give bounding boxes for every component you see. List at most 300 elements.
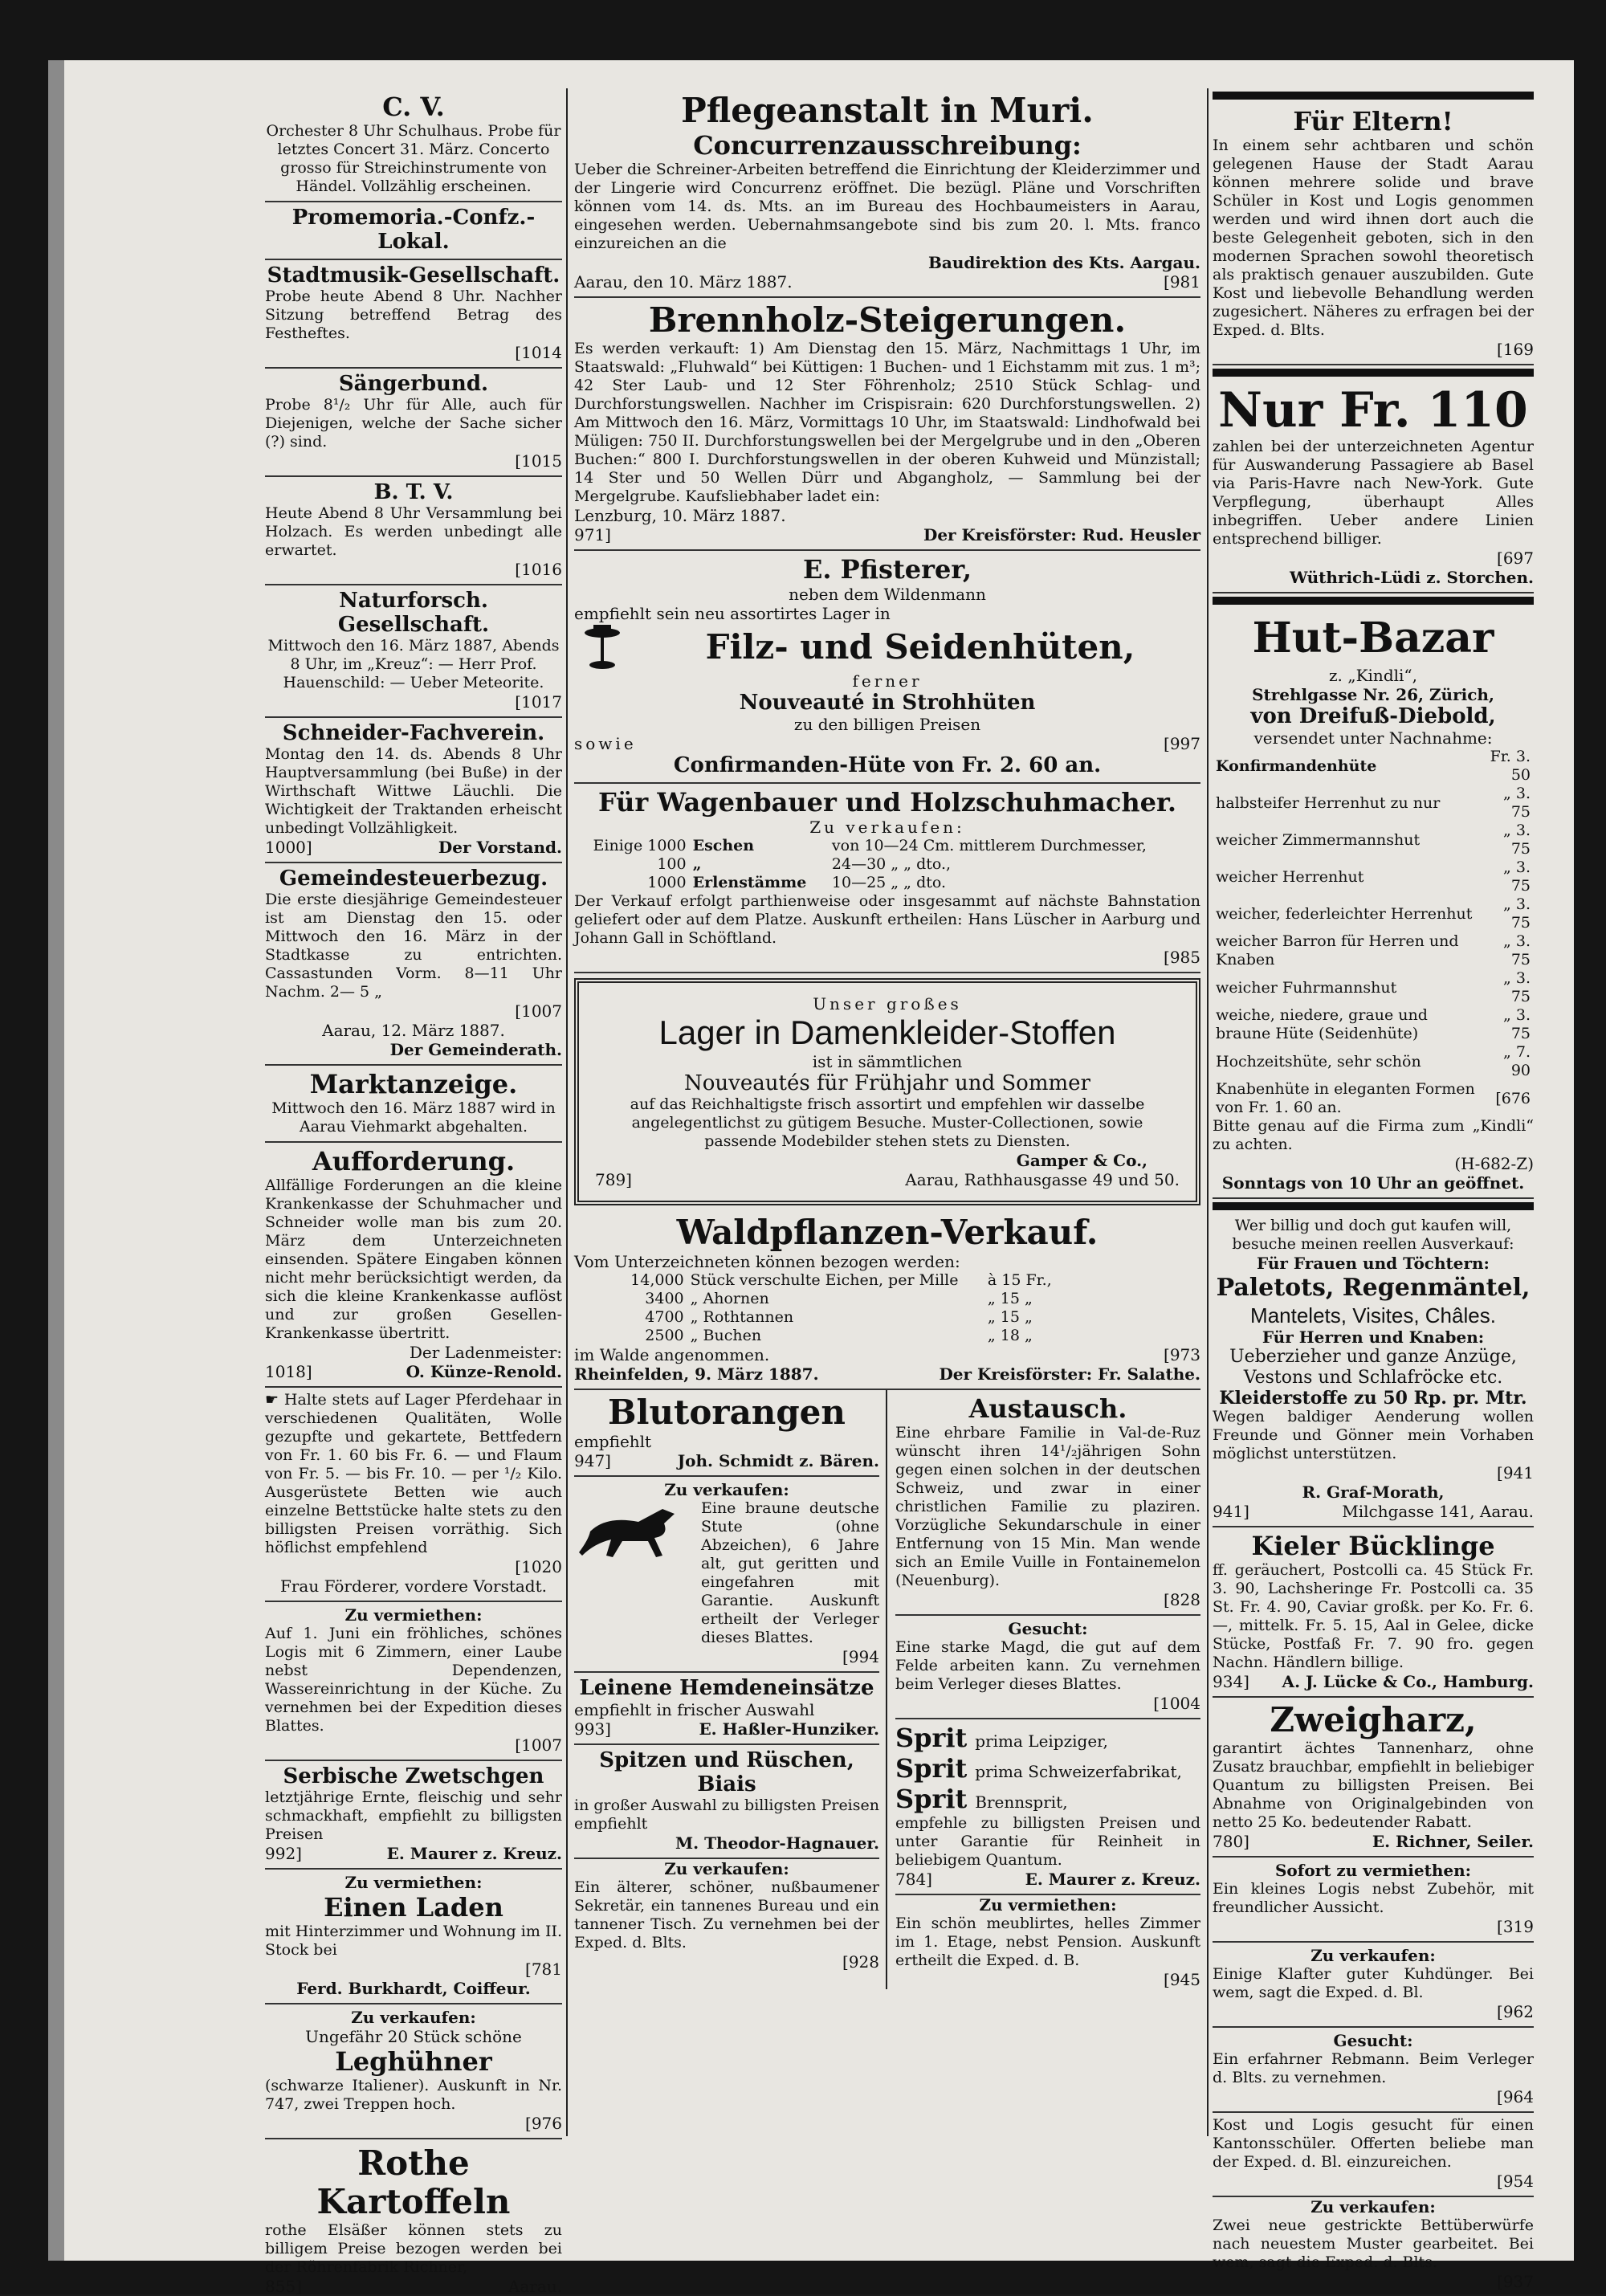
ad-logis-sofort <box>1213 1858 1534 1943</box>
ad-text: Wegen baldiger Aenderung wollen Freunde und Gönner mein Vorhaben möglichst unterstützen. <box>1213 1408 1534 1462</box>
ad-cv <box>265 88 562 202</box>
ad-signature: Der Ladenmeister: <box>409 1343 562 1362</box>
plant-table <box>622 1271 1061 1345</box>
ad-stadtmusik <box>265 260 562 369</box>
table-row <box>622 1271 1061 1290</box>
table-cell: „ 3. 75 <box>1502 895 1531 932</box>
ad-address: Strehlgasse Nr. 26, Zürich, <box>1252 685 1494 704</box>
ad-ref: 934] <box>1213 1672 1249 1691</box>
ad-muri <box>574 88 1200 298</box>
table-row <box>1213 822 1534 858</box>
ad-pferdehaar <box>265 1388 562 1602</box>
ad-ref: [1016 <box>515 560 562 579</box>
ad-signature: O. Künze-Renold. <box>406 1362 562 1381</box>
ad-gemeindesteuer <box>265 863 562 1066</box>
divider-bar <box>1213 369 1534 377</box>
ad-text: prima Schweizerfabrikat, <box>975 1762 1182 1781</box>
ad-subtitle: Nouveauté in Strohhüten <box>739 691 1036 715</box>
subcolumns <box>574 1390 1200 1989</box>
ad-ref: [976 <box>525 2114 562 2133</box>
ad-pretitle: Zu verkaufen: <box>809 818 965 837</box>
ad-subtitle: Für Herren und Knaben: <box>1262 1327 1485 1347</box>
ad-text: Ein erfahrner Rebmann. Beim Verleger d. Blts. zu vernehmen. <box>1213 2050 1534 2086</box>
table-cell: 14,000 <box>630 1271 684 1289</box>
ad-text: Auf 1. Juni ein fröhliches, schönes Logis mit 6 Zimmern, einer Laube nebst Dependenzen, Wassereinrichtung in der Küche. Zu vernehmen bei der Expedition dieses Blattes. <box>265 1625 562 1735</box>
ad-signature: A. J. Lücke & Co., Hamburg. <box>1282 1672 1534 1691</box>
ad-hat-row <box>574 623 1200 671</box>
ad-footer <box>1213 1672 1534 1691</box>
divider-bar <box>1213 597 1534 605</box>
ad-hut-bazar <box>1213 608 1534 1199</box>
ad-ref: [941 <box>1497 1463 1534 1482</box>
ad-pretitle: Gesucht: <box>1333 2031 1413 2050</box>
ad-bettueberwuerfe <box>1213 2197 1534 2291</box>
ad-spitzen <box>574 1745 879 1859</box>
ad-signature: Der Vorstand. <box>438 838 562 857</box>
ad-kartoffeln <box>265 2139 562 2296</box>
subcolumn-right <box>895 1390 1200 1989</box>
table-cell: weiche, niedere, graue und braune Hüte (Seidenhüte) <box>1216 1006 1428 1042</box>
ad-text: prima Leipziger, <box>975 1731 1108 1751</box>
ad-eltern <box>1213 103 1534 365</box>
hat-price-table <box>1213 748 1534 1117</box>
table-row <box>1213 785 1534 822</box>
ad-ref: [954 <box>1497 2172 1534 2191</box>
ad-ref: [697 <box>1497 549 1534 568</box>
ad-note: Sonntags von 10 Uhr an geöffnet. <box>1221 1173 1525 1193</box>
table-cell: 24—30 „ „ dto., <box>831 855 952 873</box>
ad-text: Ein kleines Logis nebst Zubehör, mit freundlicher Aussicht. <box>1213 1880 1534 1916</box>
ad-ref: 784] <box>895 1870 932 1889</box>
ad-title: Einen Laden <box>324 1892 503 1923</box>
table-cell: Fr. 3. 50 <box>1490 748 1531 784</box>
ad-ref: [828 <box>1164 1590 1200 1609</box>
ad-graf-morath <box>1213 1213 1534 1527</box>
ad-sprit <box>895 1719 1200 1895</box>
ad-title: Gemeindesteuerbezug. <box>279 867 548 891</box>
ad-text: Mittwoch den 16. März 1887, Abends 8 Uhr, im „Kreuz“: — Herr Prof. Hauenschild: — Ueber Meteorite. <box>267 637 560 691</box>
ad-subtitle: Biais <box>697 1772 756 1796</box>
ad-subtitle: Für Frauen und Töchtern: <box>1257 1254 1490 1273</box>
ad-ref: [973 <box>1164 1345 1200 1364</box>
ad-title: Serbische Zwetschgen <box>283 1764 544 1788</box>
ad-text: Ein älterer, schöner, nußbaumener Sekretär, ein tannenes Bureau und ein tannener Tisch. Zu vernehmen bei der Exped. d. Blts. <box>574 1878 879 1951</box>
ad-ref: [928 <box>842 1952 879 1972</box>
ad-text: Eine starke Magd, die gut auf dem Felde arbeiten kann. Zu vernehmen beim Verleger dieses Blattes. <box>895 1638 1200 1693</box>
ad-headline: Kleiderstoffe zu 50 Rp. pr. Mtr. <box>1219 1388 1527 1409</box>
ad-ref: [1007 <box>515 1001 562 1021</box>
ad-footer <box>1213 1502 1534 1521</box>
table-cell: halbsteifer Herrenhut zu nur <box>1216 793 1441 812</box>
ad-signature: Joh. Schmidt z. Bären. <box>677 1451 879 1470</box>
ad-headline: Filz- und Seidenhüten, <box>705 627 1135 667</box>
ad-title: Für Wagenbauer und Holzschuhmacher. <box>597 787 1177 818</box>
ad-title: Für Eltern! <box>1293 106 1453 137</box>
ad-brennholz <box>574 298 1200 551</box>
table-cell: „ 18 „ <box>987 1327 1033 1344</box>
ad-pretitle: Sofort zu vermiethen: <box>1274 1861 1472 1880</box>
ad-pretitle: Zu verkaufen: <box>351 2008 476 2027</box>
column-middle <box>574 88 1200 2136</box>
ad-signature: Wüthrich-Lüdi z. Storchen. <box>1289 568 1534 587</box>
ad-text: Montag den 14. ds. Abends 8 Uhr Hauptversammlung (bei Buße) in der Wirthschaft Wittwe Läuchli. Die Wichtigkeit der Traktanden erheischt unbedingt Vollzähligkeit. <box>265 745 562 837</box>
ad-title: Spitzen und Rüschen, <box>599 1748 854 1772</box>
table-cell: „ 3. 75 <box>1502 932 1531 969</box>
ad-text: Zwei neue gestrickte Bettüberwürfe nach neuestem Muster gearbeitet. Bei wem, sagt die Exped. d. Blts. <box>1213 2216 1534 2271</box>
ad-headline: Ueberzieher und ganze Anzüge, Vestons und Schlafröcke etc. <box>1229 1347 1517 1388</box>
column-right <box>1213 88 1534 2291</box>
ad-text: Allfällige Forderungen an die kleine Krankenkasse der Schuhmacher und Schneider wolle man bis zum 20. März dem Unterzeichneten einsenden. Spätere Eingaben können nicht mehr berücksichtigt werden, da sich die kleine Krankenkasse auflöst und zur großen Gesellen-Krankenkasse übertritt. <box>265 1177 562 1342</box>
table-cell: 4700 <box>645 1308 684 1326</box>
ad-footer <box>1213 1832 1534 1851</box>
ad-headline: Sprit <box>895 1753 968 1784</box>
ad-logis <box>265 1602 562 1761</box>
ad-stute <box>574 1477 879 1673</box>
ad-title: Kieler Bücklinge <box>1251 1531 1495 1561</box>
divider-bar <box>1213 92 1534 100</box>
ad-ref: [1020 <box>515 1557 562 1576</box>
ad-title: Blutorangen <box>608 1393 846 1432</box>
table-cell: 10—25 „ „ dto. <box>831 874 947 891</box>
ad-pretitle: Zu vermiethen: <box>344 1873 483 1892</box>
ad-text: Ueber die Schreiner-Arbeiten betreffend die Einrichtung der Kleiderzimmer und der Lingerie wird Concurrenz eröffnet. Die bezügl. Pläne und Vorschriften können vom 14. ds. Mts. an im Bureau des Hochbaumeisters in Aarau, eingesehen werden. Uebernahmsangebote sind bis zum 20. l. Mts. franco einzureichen an die <box>574 161 1200 252</box>
table-cell: weicher Fuhrmannshut <box>1216 978 1397 997</box>
table-cell: „ 3. 75 <box>1502 969 1531 1005</box>
ad-ref: [1017 <box>515 692 562 712</box>
table-cell: Knabenhüte in eleganten Formen von Fr. 1. 60 an. <box>1216 1080 1475 1116</box>
ad-ref: [981 <box>1164 272 1200 292</box>
ad-rebmann <box>1213 2028 1534 2113</box>
ad-footer <box>574 1364 1200 1384</box>
ad-address: Aarau, Rathhausgasse 49 und 50. <box>905 1170 1180 1189</box>
ad-date: Aarau, 12. März 1887. <box>322 1021 505 1040</box>
ad-ref: [1015 <box>515 451 562 471</box>
ad-magd <box>895 1616 1200 1719</box>
ad-promemoria <box>265 202 562 260</box>
ad-ref: 992] <box>265 1844 302 1863</box>
ad-pretitle: Unser großes <box>813 994 962 1013</box>
ad-ref: 1018] <box>265 1362 312 1381</box>
ad-ref: [994 <box>842 1647 879 1666</box>
table-row <box>1213 1006 1534 1043</box>
ad-footer <box>265 2277 562 2296</box>
ad-footer <box>574 1719 879 1739</box>
ad-footer <box>574 734 1200 753</box>
ad-pretitle: Zu verkaufen: <box>664 1480 789 1499</box>
ad-signature: Der Kreisförster: Fr. Salathe. <box>939 1364 1200 1384</box>
table-cell: „ Ahornen <box>690 1290 769 1307</box>
ad-date: Aarau, den 10. März 1887. <box>574 272 793 292</box>
sprit-row <box>895 1753 1200 1784</box>
ad-title: Brennholz-Steigerungen. <box>648 300 1127 340</box>
ad-headline: Sprit <box>895 1784 968 1814</box>
ad-title: Waldpflanzen-Verkauf. <box>676 1213 1099 1252</box>
ad-signature: Der Gemeinderath. <box>389 1040 562 1059</box>
ad-text: versendet unter Nachnahme: <box>1253 728 1493 748</box>
table-row <box>1213 858 1534 895</box>
sprit-row <box>895 1784 1200 1814</box>
ad-text: Der Verkauf erfolgt parthienweise oder insgesammt auf nächste Bahnstation geliefert oder auf dem Platze. Auskunft ertheilen: Hans Lüscher in Aarburg und Johann Gall in Schöftland. <box>574 892 1200 947</box>
ad-text: rothe Elsäßer können stets zu billigem Preise bezogen werden bei der Röhrenfabrik Richner, <box>265 2221 562 2276</box>
ad-text: letztjährige Ernte, fleischig und sehr schmackhaft, empfiehlt zu billigsten Preisen <box>265 1788 562 1843</box>
table-cell: Eschen <box>692 837 755 854</box>
ad-ref: [985 <box>1164 948 1200 967</box>
table-cell: Erlenstämme <box>692 874 807 891</box>
table-cell: Konfirmandenhüte <box>1216 756 1377 775</box>
table-row <box>574 837 1200 855</box>
ad-title: Zu vermiethen: <box>344 1605 483 1625</box>
ad-pretitle: Zu vermiethen: <box>979 1895 1117 1915</box>
table-row <box>1213 895 1534 932</box>
ad-body <box>574 1499 879 1647</box>
ad-footer <box>574 525 1200 544</box>
ad-kieler <box>1213 1527 1534 1698</box>
table-cell: „ 15 „ <box>987 1290 1033 1307</box>
table-row <box>574 855 1200 874</box>
ad-text: (schwarze Italiener). Auskunft in Nr. 747, zwei Treppen hoch. <box>265 2077 562 2113</box>
ad-title: Promemoria.-Confz.-Lokal. <box>291 206 536 254</box>
ad-text: Mittwoch den 16. März 1887 wird in Aarau Viehmarkt abgehalten. <box>271 1099 556 1136</box>
ad-footer <box>574 1345 1200 1364</box>
table-cell: „ <box>692 855 702 873</box>
ad-nur-fr-110 <box>1213 380 1534 593</box>
ad-marktanzeige <box>265 1066 562 1143</box>
ad-kuhduenger <box>1213 1943 1534 2028</box>
ad-pretitle: Zu verkaufen: <box>1310 2197 1436 2216</box>
ad-ref: [962 <box>1497 2002 1534 2021</box>
ad-pfisterer <box>574 551 1200 784</box>
ad-text: Ungefähr 20 Stück schöne <box>305 2027 522 2046</box>
ad-date: Lenzburg, 10. März 1887. <box>574 506 786 525</box>
ad-hemden <box>574 1673 879 1745</box>
binding-edge <box>48 60 64 2261</box>
ad-zimmer <box>895 1895 1200 1989</box>
ad-address: Milchgasse 141, Aarau. <box>1342 1502 1534 1521</box>
ad-laden <box>265 1870 562 2004</box>
ad-title: Rothe Kartoffeln <box>316 2143 511 2221</box>
ad-title: Schneider-Fachverein. <box>282 721 545 745</box>
ad-text: empfehle zu billigsten Preisen und unter Garantie für Reinheit in beliebigem Quantum. <box>895 1814 1200 1869</box>
ad-text: zu den billigen Preisen <box>793 715 981 734</box>
ad-text: In einem sehr achtbaren und schön gelegenen Hause der Stadt Aarau können mehrere solide und brave Schüler in Kost und Logis genommen werden und wird ihnen dort auch die beste Gelegenheit geboten, sich in den modernen Sprachen sowohl theoretisch als praktisch genauer auszubilden. Gute Kost und liebevolle Behandlung werden zugesichert. Näheres zu erfragen bei der Exped. d. Blts. <box>1213 137 1534 339</box>
ad-title: Aufforderung. <box>312 1146 516 1177</box>
ad-signature: E. Maurer z. Kreuz. <box>1025 1870 1200 1889</box>
ad-text: Es werden verkauft: 1) Am Dienstag den 15. März, Nachmittags 1 Uhr, im Staatswald: „Fluhwald“ bei Küttigen: 1 Buchen- und 1 Eichstamm mit zus. 1 m³; 42 Ster Laub- und 12 Ster Föhrenholz; 2510 Stück Schlag- und Durchforstungswellen. Nachher im Crispisrain: 620 Durchforstungswellen. 2) Am Mittwoch den 16. März, Vormittags 10 Uhr, im Staatswald: Lindhofwald bei Müligen: 750 II. Durchforstungswellen bei der Mergelgrube und in den „Oberen Buchen:“ 800 I. Durchforstungswellen in der oberen Kuhweid und Münzistall; 14 Ster und 50 Wellen Dürr und Abgangholz, — Sammlung bei der Mergelgrube. Kaufsliebhaber ladet ein: <box>574 340 1200 505</box>
ad-text: Brennsprit, <box>975 1792 1068 1812</box>
ad-date: Rheinfelden, 9. März 1887. <box>574 1364 819 1384</box>
table-cell: 2500 <box>645 1327 684 1344</box>
ad-zweigharz <box>1213 1698 1534 1858</box>
ad-ref: [937 <box>1497 2272 1534 2291</box>
ad-ref: 789] <box>595 1170 632 1189</box>
ad-firm: von Dreifuß-Diebold, <box>1250 704 1496 728</box>
wood-table <box>574 837 1200 892</box>
pointing-hand-icon: ☛ <box>265 1391 284 1409</box>
ad-ref: 993] <box>574 1719 611 1739</box>
ad-ref: [1004 <box>1153 1694 1200 1713</box>
divider-bar <box>1213 1202 1534 1210</box>
table-cell: weicher Zimmermannshut <box>1216 830 1421 849</box>
ad-pretitle: Zu verkaufen: <box>664 1859 789 1878</box>
ad-zwetschgen <box>265 1761 562 1870</box>
table-row <box>1213 1043 1534 1080</box>
ad-headline: Paletots, Regenmäntel, <box>1216 1274 1531 1302</box>
ad-text: Orchester 8 Uhr Schulhaus. Probe für letztes Concert 31. März. Concerto grosso für Streichinstrumente von Händel. Vollzählig erscheinen. <box>266 122 561 195</box>
table-cell: „ Buchen <box>690 1327 762 1344</box>
ad-text: ff. geräuchert, Postcolli ca. 45 Stück Fr. 3. 90, Lachsheringe Fr. Postcolli ca. 35 St. Fr. 4. 90, Caviar großk. per Ko. Fr. 6. —, mittelk. Fr. 5. 15, Aal in Gelee, dicke Stücke, Postfaß Fr. 7. 90 fro. gegen Nachn. Händlern billige. <box>1213 1561 1534 1671</box>
horse-icon <box>574 1499 695 1564</box>
ad-gamper <box>574 978 1200 1205</box>
table-cell: „ 15 „ <box>987 1308 1033 1326</box>
ad-footer <box>595 1170 1180 1189</box>
table-cell: „ 3. 75 <box>1502 858 1531 895</box>
ad-sekretaer <box>574 1859 879 1972</box>
ad-signature: M. Theodor-Hagnauer. <box>675 1833 879 1853</box>
table-row <box>574 874 1200 892</box>
ad-title: Austausch. <box>968 1393 1127 1424</box>
ad-signature: Baudirektion des Kts. Aargau. <box>928 253 1200 272</box>
ad-signature: Ferd. Burkhardt, Coiffeur. <box>296 1979 531 1998</box>
ad-ref: [1007 <box>515 1735 562 1755</box>
ad-pretitle: Zu verkaufen: <box>1310 1946 1436 1965</box>
ad-title: Lager in Damenkleider-Stoffen <box>658 1013 1116 1051</box>
ad-text: Eine ehrbare Familie in Val-de-Ruz wünscht ihren 14¹/₂jährigen Sohn gegen einen solchen in der deutschen Schweiz, und zwar in einer christlichen Familie zu plaziren. Vorzügliche Sekundarschule in einer Entfernung von 15 Min. Man wende sich an Emile Vuille in Fontainemelon (Neuenburg). <box>895 1424 1200 1589</box>
ad-austausch <box>895 1390 1200 1616</box>
ad-headline: Confirmanden-Hüte von Fr. 2. 60 an. <box>673 753 1102 777</box>
ad-title: Sängerbund. <box>338 372 489 396</box>
ad-title: Nur Fr. 110 <box>1218 382 1528 438</box>
ad-text: Ein schön meublirtes, helles Zimmer im 1. Etage, nebst Pension. Auskunft ertheilt die Exped. d. B. <box>895 1915 1200 1969</box>
column-rule-1 <box>566 88 568 2136</box>
ad-kost-logis <box>1213 2113 1534 2197</box>
ad-headline: Sprit <box>895 1723 968 1753</box>
ad-footer <box>265 838 562 857</box>
ad-text: im Walde angenommen. <box>574 1345 770 1364</box>
table-cell: 1000 <box>647 874 687 891</box>
ad-ref: [169 <box>1497 340 1534 359</box>
ad-text: empfiehlt sein neu assortirtes Lager in <box>574 604 891 623</box>
ad-title: Leghühner <box>335 2046 492 2077</box>
ad-ref: [781 <box>525 1960 562 1979</box>
ad-text: Probe heute Abend 8 Uhr. Nachher Sitzung betreffend Betrag des Festheftes. <box>265 288 562 342</box>
ad-text: empfiehlt in frischer Auswahl <box>574 1700 815 1719</box>
table-row <box>1213 1080 1534 1117</box>
table-cell: à 15 Fr., <box>987 1271 1052 1289</box>
ad-title: Naturforsch. Gesellschaft. <box>337 589 490 637</box>
ad-signature: E. Richner, Seiler. <box>1372 1832 1534 1851</box>
ad-signature: R. Graf-Morath, <box>1302 1482 1445 1502</box>
table-cell: 3400 <box>645 1290 684 1307</box>
table-cell: Einige 1000 <box>593 837 687 854</box>
ad-text: Probe 8¹/₂ Uhr für Alle, auch für Diejenigen, welche der Sache sicher (?) sind. <box>265 396 562 451</box>
ad-btv <box>265 477 562 585</box>
ad-title: C. V. <box>382 92 445 122</box>
table-cell: von 10—24 Cm. mittlerem Durchmesser, <box>831 837 1147 854</box>
ad-ref: [997 <box>1164 734 1200 753</box>
table-row <box>622 1290 1061 1308</box>
table-cell: „ 7. 90 <box>1502 1043 1531 1079</box>
ad-footer <box>265 1362 562 1381</box>
ad-signature: Gamper & Co., <box>1016 1151 1147 1170</box>
table-row <box>622 1327 1061 1345</box>
ad-ref: 947] <box>574 1451 611 1470</box>
ad-signature: E. Maurer z. Kreuz. <box>386 1844 562 1863</box>
ad-ref: 780] <box>1213 1832 1249 1851</box>
ad-text: zahlen bei der unterzeichneten Agentur für Auswanderung Passagiere ab Basel via Paris-Havre nach New-York. Gute Verpflegung, überhaupt Alles inbegriffen. Ueber andere Linien entsprechend billiger. <box>1213 438 1534 548</box>
ad-signature: Frau Förderer, vordere Vorstadt. <box>279 1576 548 1596</box>
ad-headline: Mantelets, Visites, Châles. <box>1250 1303 1496 1327</box>
ad-text: Heute Abend 8 Uhr Versammlung bei Holzach. Es werden unbedingt alle erwartet. <box>265 504 562 559</box>
ad-title: Gesucht: <box>1008 1619 1088 1638</box>
ad-city: Aarau. <box>507 2277 562 2296</box>
ad-text: Wer billig und doch gut kaufen will, besuche meinen reellen Ausverkauf: <box>1232 1217 1514 1253</box>
table-cell: weicher Herrenhut <box>1216 867 1364 886</box>
ad-ref: [945 <box>1164 1970 1200 1989</box>
ad-text: empfiehlt <box>574 1432 652 1451</box>
ad-naturforsch <box>265 585 562 718</box>
ad-aufforderung <box>265 1143 562 1388</box>
ad-text: sowie <box>574 734 637 753</box>
ad-ref: (H-682-Z) <box>1454 1154 1534 1173</box>
table-cell: „ Rothtannen <box>690 1308 794 1326</box>
ad-wagenbauer <box>574 784 1200 973</box>
table-row <box>1213 969 1534 1006</box>
ad-title: Leinene Hemdeneinsätze <box>579 1676 874 1700</box>
ad-title: Stadtmusik-Gesellschaft. <box>267 263 560 288</box>
ad-title: E. Pfisterer, <box>802 554 972 585</box>
ad-subtitle: neben dem Wildenmann <box>789 585 986 604</box>
ad-ref: 1000] <box>265 838 312 857</box>
ad-title: B. T. V. <box>373 480 454 504</box>
ad-ref: [1014 <box>515 343 562 362</box>
ad-subtitle: Concurrenzausschreibung: <box>693 130 1082 161</box>
ad-signature: Der Kreisförster: Rud. Heusler <box>923 525 1200 544</box>
table-row <box>1213 932 1534 969</box>
ad-signature: E. Haßler-Hunziker. <box>699 1719 879 1739</box>
ad-text: Einige Klafter guter Kuhdünger. Bei wem, sagt die Exped. d. Bl. <box>1213 1965 1534 2001</box>
sprit-row <box>895 1723 1200 1753</box>
ad-title: Hut-Bazar <box>1252 614 1494 663</box>
ad-leghuehner <box>265 2004 562 2139</box>
ad-schneider <box>265 718 562 863</box>
ad-saengerbund <box>265 369 562 477</box>
ad-text: Die erste diesjährige Gemeindesteuer ist am Dienstag den 15. oder Mittwoch den 16. März in der Stadtkasse zu entrichten. Cassastunden Vorm. 8—11 Uhr Nachm. 2— 5 „ <box>265 891 562 1001</box>
ad-text: in großer Auswahl zu billigsten Preisen empfiehlt <box>574 1796 879 1833</box>
column-rule-2 <box>1207 88 1209 2136</box>
table-cell: weicher, federleichter Herrenhut <box>1216 904 1473 923</box>
ad-ref: [964 <box>1497 2087 1534 2106</box>
ad-footer <box>265 1844 562 1863</box>
ad-text: auf das Reichhaltigste frisch assortirt und empfehlen wir dasselbe angelegentlichst zu gütigem Besuche. Muster-Collectionen, sowie passende Modebilder stehen stets zu Diensten. <box>630 1095 1145 1150</box>
ad-text: ist in sämmtlichen <box>812 1052 963 1071</box>
ad-ref: [319 <box>1497 1917 1534 1936</box>
ad-title: Zweigharz, <box>1270 1700 1477 1739</box>
ad-footer <box>574 272 1200 292</box>
table-cell: 100 <box>657 855 687 873</box>
table-cell: [676 <box>1495 1089 1531 1107</box>
table-cell: „ 3. 75 <box>1502 785 1531 821</box>
table-cell: weicher Barron für Herren und Knaben <box>1216 932 1459 969</box>
ad-ref: 941] <box>1213 1502 1249 1521</box>
ad-text: ferner <box>852 671 923 691</box>
ad-blutorangen <box>574 1390 879 1477</box>
table-cell: Hochzeitshüte, sehr schön <box>1216 1052 1421 1071</box>
column-left <box>265 88 562 2296</box>
table-cell: Stück verschulte Eichen, per Mille <box>690 1271 959 1289</box>
ad-text: Halte stets auf Lager Pferdehaar in verschiedenen Qualitäten, Wolle gezupfte und gekartete, Bettfedern von Fr. 1. 60 bis Fr. 6. — und Flaum von Fr. 5. — bis Fr. 10. — per ¹/₂ Kilo. Ausgerüstete Betten wie auch einzelne Bettstücke halte stets zu den billigsten Preisen vorräthig. Sich höflichst empfehlend <box>265 1391 562 1556</box>
hat-stand-icon <box>574 623 630 671</box>
ad-title: Pflegeanstalt in Muri. <box>681 91 1094 130</box>
